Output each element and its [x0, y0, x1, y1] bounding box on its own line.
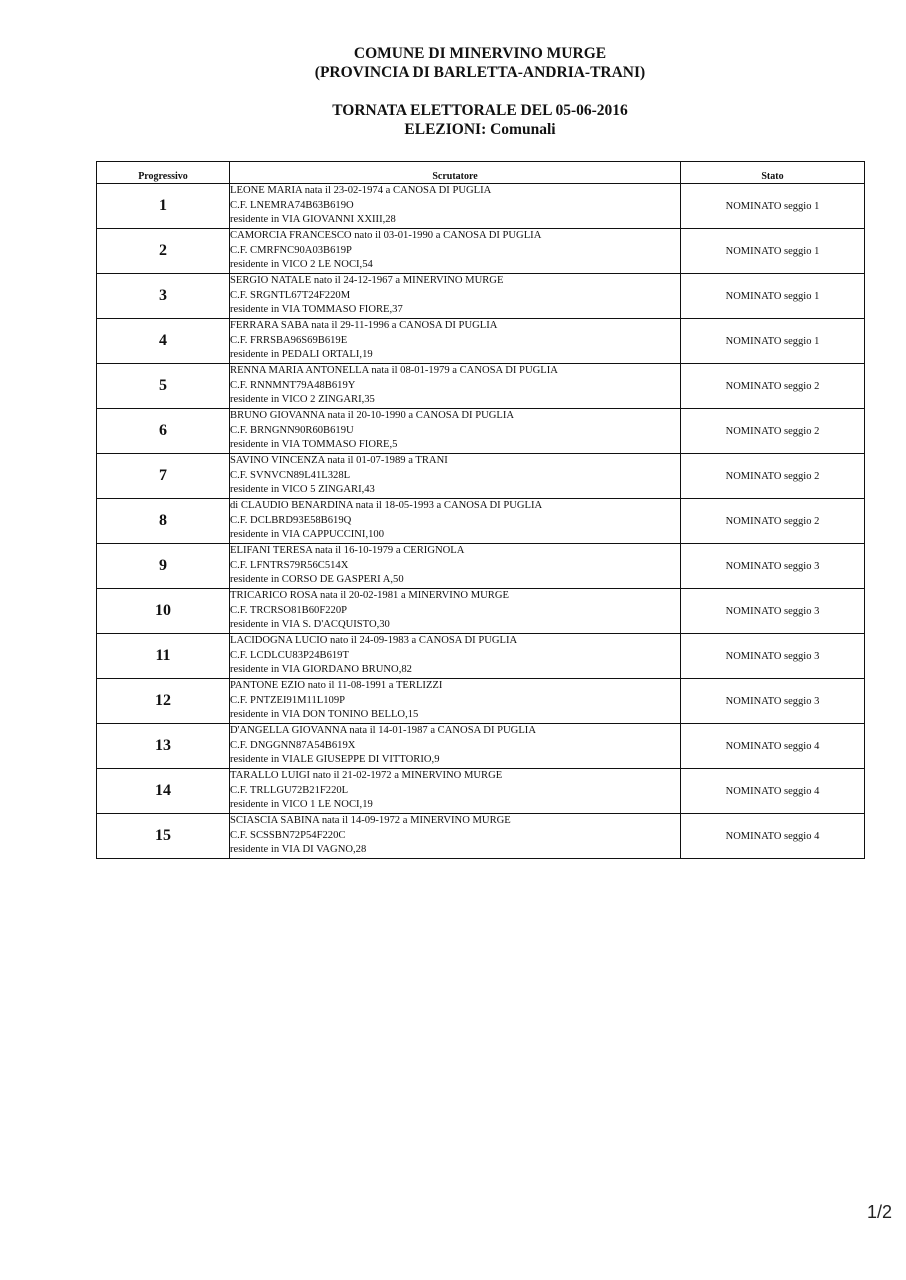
status-cell: NOMINATO seggio 3 — [681, 589, 865, 634]
status-cell: NOMINATO seggio 4 — [681, 769, 865, 814]
scrutineer-name-birth: BRUNO GIOVANNA nata il 20-10-1990 a CANOSA DI PUGLIA — [230, 410, 515, 422]
table-row — [97, 769, 865, 814]
scrutineer-residence: residente in PEDALI ORTALI,19 — [230, 349, 373, 361]
table-row — [97, 319, 865, 364]
row-number: 12 — [97, 679, 230, 724]
scrutineer-cell — [230, 184, 681, 229]
scrutineer-tax-code: C.F. LCDLCU83P24B619T — [230, 649, 349, 661]
scrutineer-name-birth: FERRARA SABA nata il 29-11-1996 a CANOSA DI PUGLIA — [230, 320, 498, 332]
scrutineer-name-birth: LACIDOGNA LUCIO nato il 24-09-1983 a CANOSA DI PUGLIA — [230, 635, 518, 647]
scrutineer-residence: residente in VICO 2 ZINGARI,35 — [230, 394, 375, 406]
scrutineer-residence: residente in VIA DI VAGNO,28 — [230, 844, 367, 856]
scrutineer-cell — [230, 274, 681, 319]
scrutineer-tax-code: C.F. DNGGNN87A54B619X — [230, 739, 356, 751]
scrutineer-residence: residente in VIA CAPPUCCINI,100 — [230, 529, 385, 541]
page-number: 1/2 — [866, 1202, 892, 1222]
scrutineer-tax-code: C.F. RNNMNT79A48B619Y — [230, 379, 356, 391]
column-header-stato: Stato — [681, 162, 865, 184]
table-header-row — [97, 162, 865, 184]
scrutineer-residence: residente in VIA DON TONINO BELLO,15 — [230, 709, 419, 721]
scrutineer-name-birth: TRICARICO ROSA nata il 20-02-1981 a MINERVINO MURGE — [230, 590, 509, 602]
scrutineer-name-birth: SAVINO VINCENZA nata il 01-07-1989 a TRANI — [230, 455, 448, 467]
row-number: 4 — [97, 319, 230, 364]
document-header — [0, 44, 906, 139]
scrutineer-tax-code: C.F. SRGNTL67T24F220M — [230, 289, 351, 301]
table-row — [97, 499, 865, 544]
scrutineer-tax-code: C.F. LFNTRS79R56C514X — [230, 559, 349, 571]
province-title: (PROVINCIA DI BARLETTA-ANDRIA-TRANI) — [314, 64, 646, 81]
row-number: 14 — [97, 769, 230, 814]
table-row — [97, 634, 865, 679]
scrutineer-name-birth: D'ANGELLA GIOVANNA nata il 14-01-1987 a CANOSA DI PUGLIA — [230, 725, 536, 737]
status-cell: NOMINATO seggio 3 — [681, 634, 865, 679]
scrutineer-tax-code: C.F. PNTZEI91M11L109P — [230, 694, 346, 706]
election-type-title: ELEZIONI: Comunali — [404, 121, 556, 138]
column-header-scrutatore: Scrutatore — [230, 162, 681, 184]
scrutineer-cell — [230, 454, 681, 499]
scrutineer-cell — [230, 229, 681, 274]
row-number: 11 — [97, 634, 230, 679]
table-row — [97, 454, 865, 499]
scrutineer-tax-code: C.F. CMRFNC90A03B619P — [230, 244, 352, 256]
scrutineer-tax-code: C.F. SCSSBN72P54F220C — [230, 829, 346, 841]
status-cell: NOMINATO seggio 3 — [681, 544, 865, 589]
scrutineer-name-birth: PANTONE EZIO nato il 11-08-1991 a TERLIZZI — [230, 680, 443, 692]
scrutineer-residence: residente in VIA TOMMASO FIORE,5 — [230, 439, 398, 451]
scrutineer-cell — [230, 769, 681, 814]
row-number: 3 — [97, 274, 230, 319]
scrutineer-cell — [230, 364, 681, 409]
table-row — [97, 544, 865, 589]
row-number: 5 — [97, 364, 230, 409]
scrutineer-cell — [230, 589, 681, 634]
scrutineer-cell — [230, 409, 681, 454]
scrutineer-residence: residente in VIA GIOVANNI XXIII,28 — [230, 214, 396, 226]
scrutineer-tax-code: C.F. SVNVCN89L41L328L — [230, 469, 351, 481]
scrutineer-residence: residente in VICO 5 ZINGARI,43 — [230, 484, 375, 496]
status-cell: NOMINATO seggio 1 — [681, 274, 865, 319]
row-number: 7 — [97, 454, 230, 499]
row-number: 9 — [97, 544, 230, 589]
scrutineer-name-birth: di CLAUDIO BENARDINA nata il 18-05-1993 a CANOSA DI PUGLIA — [230, 500, 543, 512]
scrutineer-name-birth: SCIASCIA SABINA nata il 14-09-1972 a MINERVINO MURGE — [230, 815, 511, 827]
election-date-title: TORNATA ELETTORALE DEL 05-06-2016 — [332, 102, 628, 119]
scrutineer-residence: residente in VIA S. D'ACQUISTO,30 — [230, 619, 390, 631]
scrutineer-residence: residente in VIA GIORDANO BRUNO,82 — [230, 664, 412, 676]
scrutineer-name-birth: TARALLO LUIGI nato il 21-02-1972 a MINERVINO MURGE — [230, 770, 503, 782]
scrutineer-cell — [230, 319, 681, 364]
row-number: 6 — [97, 409, 230, 454]
scrutineers-table — [96, 161, 865, 859]
status-cell: NOMINATO seggio 2 — [681, 409, 865, 454]
scrutineer-residence: residente in VICO 1 LE NOCI,19 — [230, 799, 373, 811]
status-cell: NOMINATO seggio 2 — [681, 499, 865, 544]
scrutineer-cell — [230, 814, 681, 859]
scrutineer-cell — [230, 634, 681, 679]
table-row — [97, 229, 865, 274]
status-cell: NOMINATO seggio 4 — [681, 814, 865, 859]
status-cell: NOMINATO seggio 2 — [681, 364, 865, 409]
scrutineer-name-birth: ELIFANI TERESA nata il 16-10-1979 a CERIGNOLA — [230, 545, 465, 557]
scrutineer-residence: residente in VICO 2 LE NOCI,54 — [230, 259, 373, 271]
status-cell: NOMINATO seggio 1 — [681, 184, 865, 229]
row-number: 15 — [97, 814, 230, 859]
row-number: 1 — [97, 184, 230, 229]
scrutineer-tax-code: C.F. TRCRSO81B60F220P — [230, 604, 348, 616]
status-cell: NOMINATO seggio 1 — [681, 229, 865, 274]
scrutineer-cell — [230, 499, 681, 544]
table-row — [97, 184, 865, 229]
scrutineer-name-birth: CAMORCIA FRANCESCO nato il 03-01-1990 a CANOSA DI PUGLIA — [230, 230, 542, 242]
status-cell: NOMINATO seggio 4 — [681, 724, 865, 769]
status-cell: NOMINATO seggio 3 — [681, 679, 865, 724]
scrutineer-residence: residente in VIA TOMMASO FIORE,37 — [230, 304, 403, 316]
table-row — [97, 724, 865, 769]
scrutineer-tax-code: C.F. LNEMRA74B63B619O — [230, 199, 354, 211]
scrutineer-name-birth: SERGIO NATALE nato il 24-12-1967 a MINERVINO MURGE — [230, 275, 504, 287]
table-row — [97, 589, 865, 634]
scrutineer-tax-code: C.F. FRRSBA96S69B619E — [230, 334, 348, 346]
scrutineer-cell — [230, 679, 681, 724]
table-row — [97, 679, 865, 724]
table-row — [97, 814, 865, 859]
scrutineer-cell — [230, 544, 681, 589]
scrutineer-tax-code: C.F. TRLLGU72B21F220L — [230, 784, 349, 796]
column-header-progressivo: Progressivo — [97, 162, 230, 184]
status-cell: NOMINATO seggio 1 — [681, 319, 865, 364]
scrutineer-name-birth: RENNA MARIA ANTONELLA nata il 08-01-1979 a CANOSA DI PUGLIA — [230, 365, 558, 377]
row-number: 10 — [97, 589, 230, 634]
scrutineer-tax-code: C.F. DCLBRD93E58B619Q — [230, 514, 352, 526]
row-number: 13 — [97, 724, 230, 769]
row-number: 8 — [97, 499, 230, 544]
municipality-title: COMUNE DI MINERVINO MURGE — [353, 45, 607, 62]
scrutineer-residence: residente in VIALE GIUSEPPE DI VITTORIO,9 — [230, 754, 440, 766]
scrutineer-name-birth: LEONE MARIA nata il 23-02-1974 a CANOSA DI PUGLIA — [230, 185, 492, 197]
status-cell: NOMINATO seggio 2 — [681, 454, 865, 499]
scrutineer-cell — [230, 724, 681, 769]
scrutineer-tax-code: C.F. BRNGNN90R60B619U — [230, 424, 354, 436]
table-row — [97, 274, 865, 319]
row-number: 2 — [97, 229, 230, 274]
table-row — [97, 364, 865, 409]
table-row — [97, 409, 865, 454]
scrutineer-residence: residente in CORSO DE GASPERI A,50 — [230, 574, 404, 586]
